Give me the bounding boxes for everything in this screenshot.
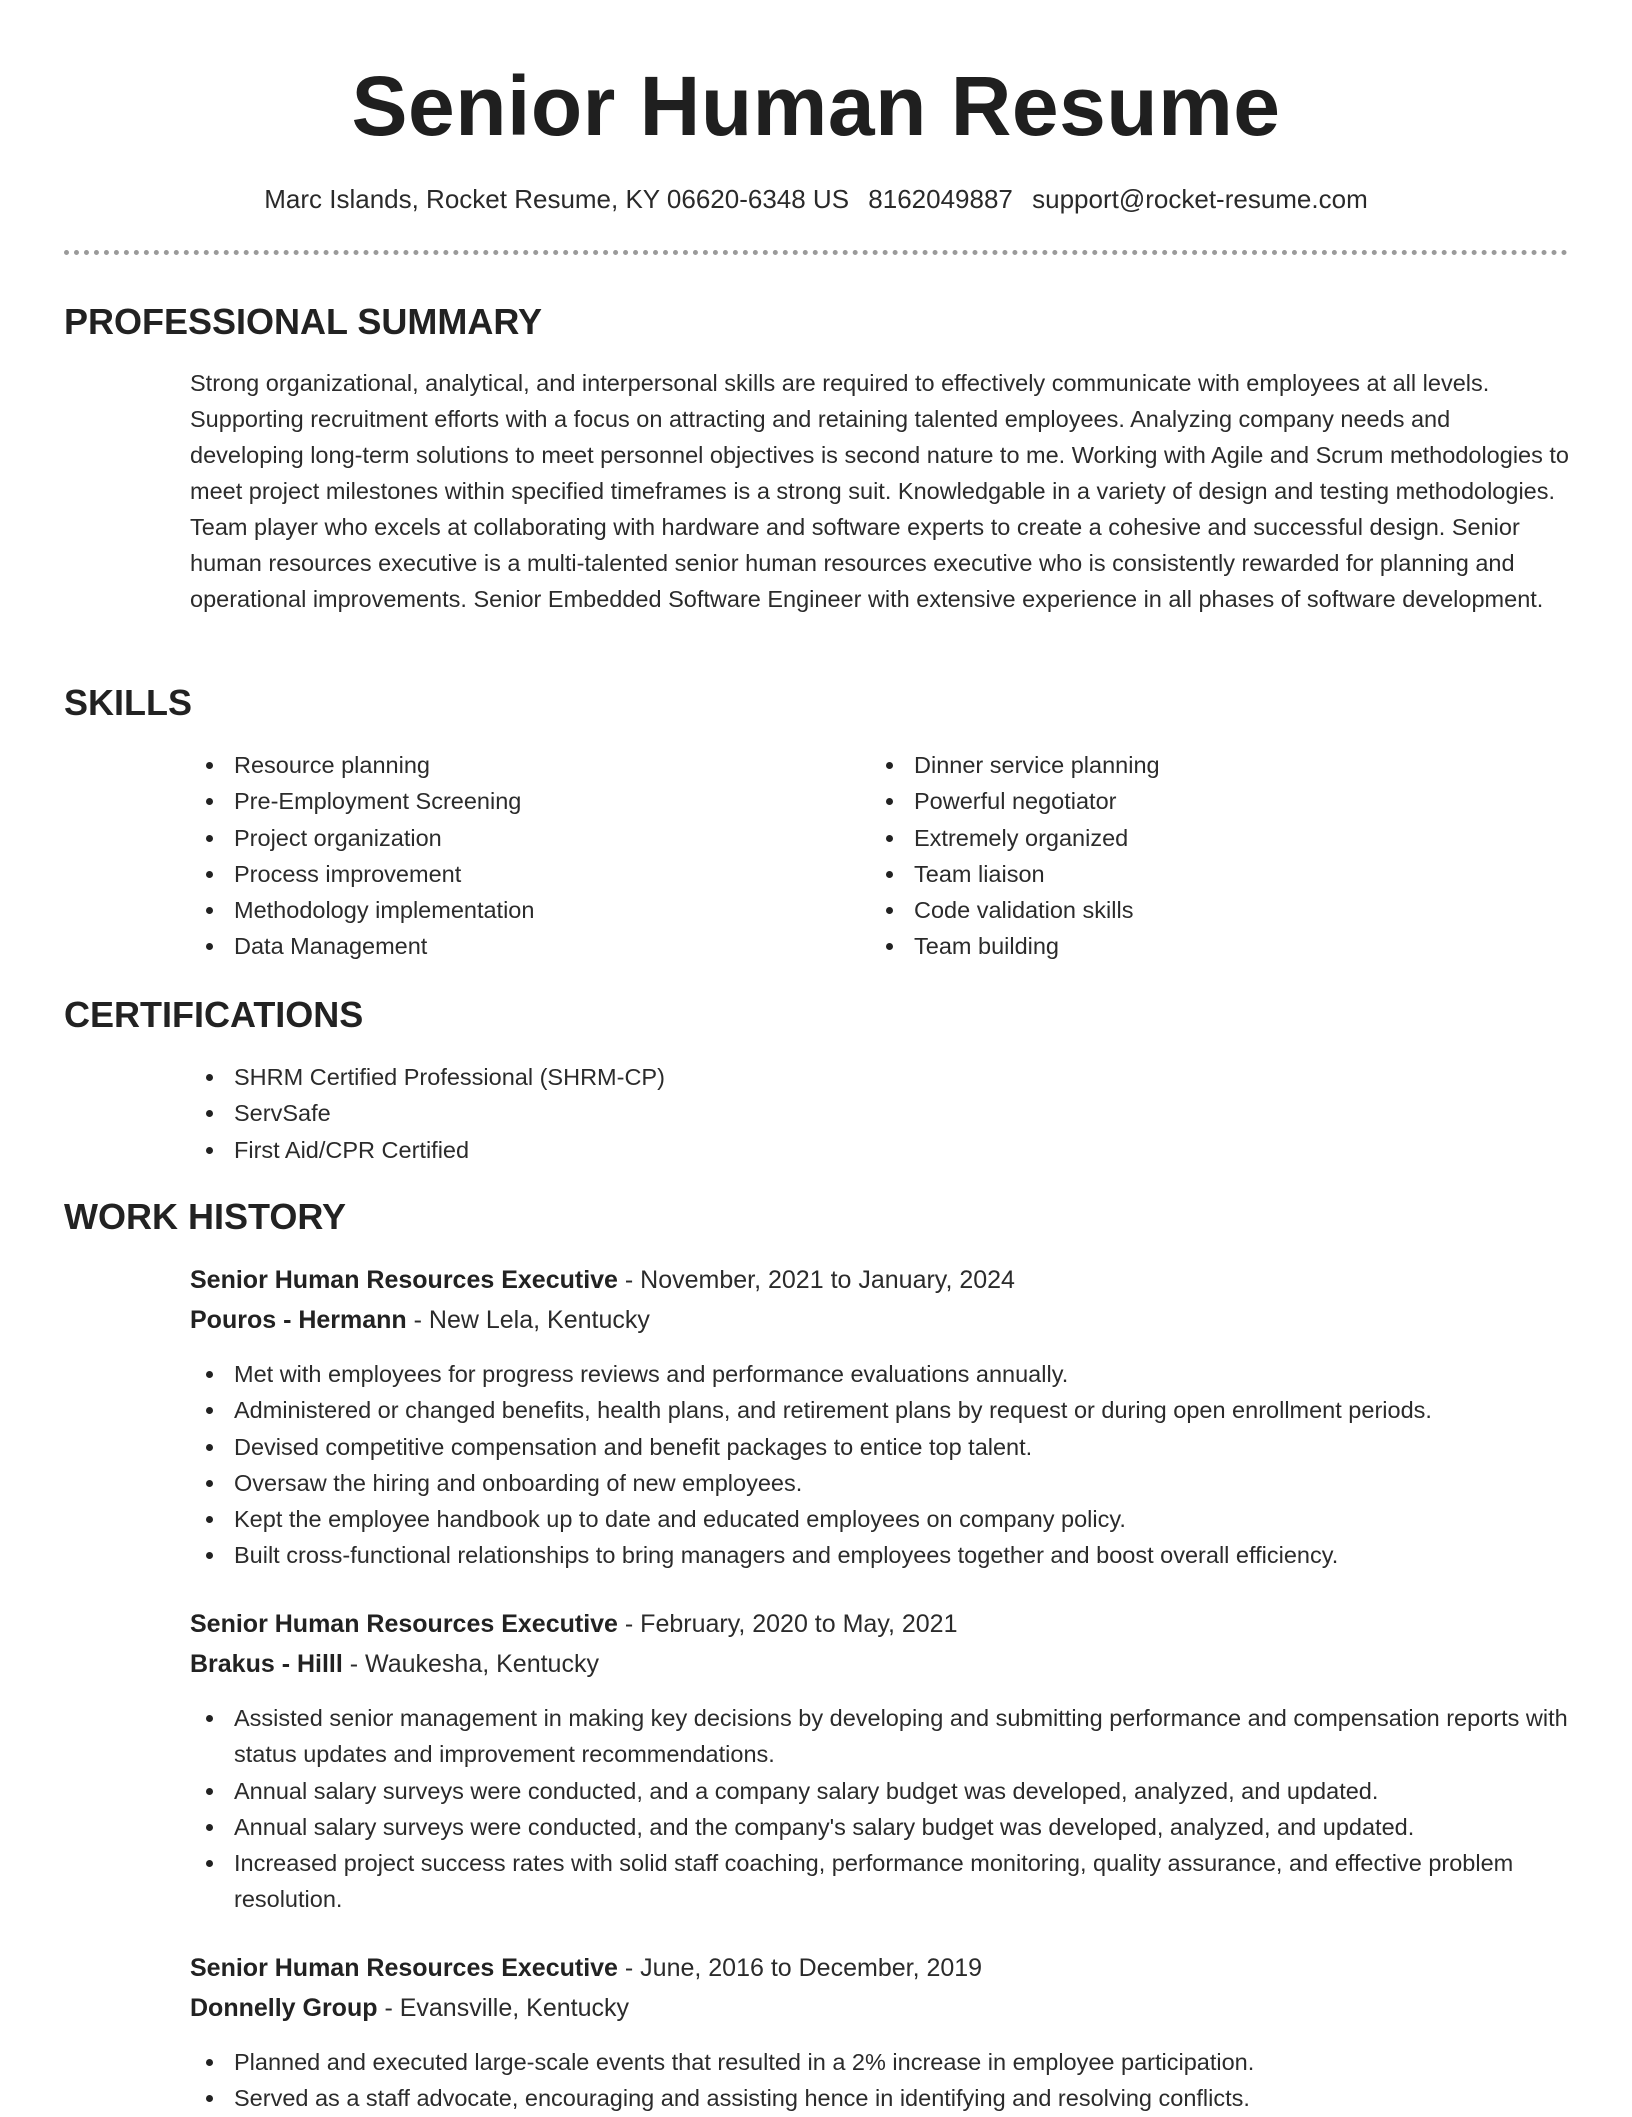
certifications-heading: CERTIFICATIONS — [64, 994, 364, 1035]
job-bullet: Served as a staff advocate, encouraging and assisting hence in identifying and resolving conflicts. — [190, 2080, 1570, 2116]
job-role: Senior Human Resources Executive — [190, 1954, 618, 1982]
job-location: - New Lela, Kentucky — [406, 1306, 650, 1334]
skill-item: Methodology implementation — [190, 892, 830, 928]
job-dates: - February, 2020 to May, 2021 — [617, 1610, 958, 1638]
certification-item: First Aid/CPR Certified — [190, 1132, 1570, 1168]
contact-address: Marc Islands, Rocket Resume, KY 06620-6348 US — [264, 184, 850, 214]
skill-item: Project organization — [190, 820, 830, 856]
skill-item: Pre-Employment Screening — [190, 783, 830, 819]
job-title-line — [190, 1263, 1015, 1297]
skill-item: Extremely organized — [870, 820, 1550, 856]
job-bullet: Kept the employee handbook up to date and educated employees on company policy. — [190, 1501, 1570, 1537]
job-company: Donnelly Group — [190, 1994, 378, 2022]
job-dates: - June, 2016 to December, 2019 — [617, 1954, 983, 1982]
job-bullet: Built cross-functional relationships to bring managers and employees together and boost overall efficiency. — [190, 1537, 1570, 1573]
contact-line — [0, 182, 1632, 216]
job-company: Brakus - Hilll — [190, 1650, 343, 1678]
job-bullet: Devised competitive compensation and benefit packages to entice top talent. — [190, 1429, 1570, 1465]
summary-heading: PROFESSIONAL SUMMARY — [64, 301, 543, 342]
job-bullet: Annual salary surveys were conducted, and a company salary budget was developed, analyzed, and updated. — [190, 1773, 1570, 1809]
skills-list-left — [190, 747, 830, 965]
job-title-line — [190, 1607, 957, 1641]
summary-text: Strong organizational, analytical, and interpersonal skills are required to effectively communicate with employees at all levels. Supporting recruitment efforts with a focus on attracting and retaining talented employees. Analyzing company needs and developing long-term solutions to meet personnel objectives is second nature to me. Working with Agile and Scrum methodologies to meet project milestones within specified timeframes is a strong suit. Knowledgable in a variety of design and testing methodologies. Team player who excels at collaborating with hardware and software experts to create a cohesive and successful design. Senior human resources executive is a multi-talented senior human resources executive who is consistently rewarded for planning and operational improvements. Senior Embedded Software Engineer with extensive experience in all phases of software development. — [190, 370, 1569, 612]
certifications-list — [190, 1059, 1570, 1168]
skill-item: Dinner service planning — [870, 747, 1550, 783]
contact-email: support@rocket-resume.com — [1032, 184, 1368, 214]
job-company-line — [190, 1647, 599, 1681]
job-bullet: Planned and executed large-scale events that resulted in a 2% increase in employee participation. — [190, 2044, 1570, 2080]
skill-item: Powerful negotiator — [870, 783, 1550, 819]
job-company: Pouros - Hermann — [190, 1306, 407, 1334]
job-company-line — [190, 1303, 650, 1337]
work-history-heading: WORK HISTORY — [64, 1196, 347, 1237]
job-location: - Waukesha, Kentucky — [342, 1650, 599, 1678]
skill-item: Data Management — [190, 928, 830, 964]
skills-list-right — [870, 747, 1550, 965]
resume-name: Senior Human Resume — [351, 59, 1281, 153]
skills-heading: SKILLS — [64, 682, 193, 723]
contact-phone: 8162049887 — [868, 184, 1013, 214]
job-bullet: Assisted senior management in making key decisions by developing and submitting performance and compensation reports with status updates and improvement recommendations. — [190, 1700, 1570, 1773]
job-bullets — [190, 1700, 1570, 1918]
skill-item: Team building — [870, 928, 1550, 964]
certification-item: ServSafe — [190, 1095, 1570, 1131]
skill-item: Resource planning — [190, 747, 830, 783]
job-bullet: Administered or changed benefits, health plans, and retirement plans by request or during open enrollment periods. — [190, 1392, 1570, 1428]
job-bullet: Oversaw the hiring and onboarding of new employees. — [190, 1465, 1570, 1501]
job-bullet: Increased project success rates with solid staff coaching, performance monitoring, quality assurance, and effective problem resolution. — [190, 1845, 1570, 1918]
job-bullets — [190, 1356, 1570, 1574]
header-divider — [64, 250, 1568, 255]
skill-item: Code validation skills — [870, 892, 1550, 928]
job-bullets — [190, 2044, 1570, 2117]
job-title-line — [190, 1951, 982, 1985]
skill-item: Process improvement — [190, 856, 830, 892]
job-location: - Evansville, Kentucky — [377, 1994, 629, 2022]
job-bullet: Met with employees for progress reviews and performance evaluations annually. — [190, 1356, 1570, 1392]
skill-item: Team liaison — [870, 856, 1550, 892]
job-role: Senior Human Resources Executive — [190, 1266, 618, 1294]
job-dates: - November, 2021 to January, 2024 — [617, 1266, 1015, 1294]
job-company-line — [190, 1991, 629, 2025]
job-role: Senior Human Resources Executive — [190, 1610, 618, 1638]
certification-item: SHRM Certified Professional (SHRM-CP) — [190, 1059, 1570, 1095]
job-bullet: Annual salary surveys were conducted, and the company's salary budget was developed, analyzed, and updated. — [190, 1809, 1570, 1845]
